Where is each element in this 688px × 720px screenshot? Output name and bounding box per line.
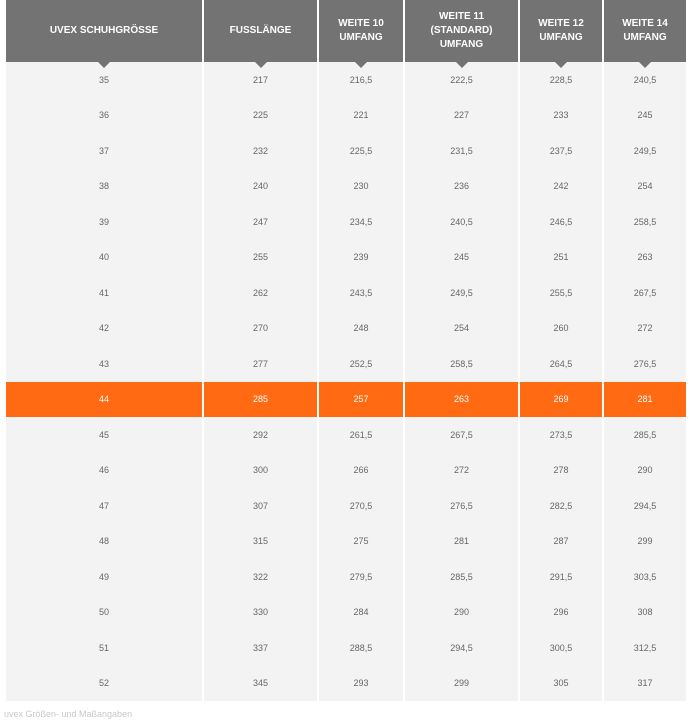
table-header [6,0,686,62]
cell-width-14: 245 [604,98,686,134]
cell-width-12: 251 [520,240,602,276]
cell-foot-length: 285 [204,382,317,418]
cell-width-14: 303,5 [604,559,686,595]
table-row [6,204,686,240]
cell-width-11: 254 [405,311,518,347]
cell-width-12: 287 [520,524,602,560]
header-label-line: WEITE 11 [438,11,484,22]
table-row-highlighted [6,382,686,418]
cell-width-14: 312,5 [604,630,686,666]
cell-width-11: 249,5 [405,275,518,311]
header-width-10 [319,0,403,62]
cell-width-11: 299 [405,666,518,702]
cell-shoe-size: 47 [6,488,202,524]
cell-width-11: 267,5 [405,417,518,453]
cell-foot-length: 255 [204,240,317,276]
table-row [6,169,686,205]
cell-width-11: 231,5 [405,133,518,169]
cell-width-10: 293 [319,666,403,702]
header-width-12 [520,0,602,62]
cell-width-12: 278 [520,453,602,489]
cell-width-10: 284 [319,595,403,631]
table-body [6,62,686,701]
table-row [6,275,686,311]
cell-width-12: 242 [520,169,602,205]
table-row [6,595,686,631]
cell-width-12: 291,5 [520,559,602,595]
cell-width-12: 269 [520,382,602,418]
cell-width-14: 240,5 [604,62,686,98]
cell-width-14: 308 [604,595,686,631]
table-row [6,98,686,134]
cell-width-12: 246,5 [520,204,602,240]
cell-width-11: 272 [405,453,518,489]
table-row [6,346,686,382]
cell-foot-length: 337 [204,630,317,666]
cell-width-14: 317 [604,666,686,702]
cell-foot-length: 270 [204,311,317,347]
cell-width-11: 245 [405,240,518,276]
cell-shoe-size: 44 [6,382,202,418]
cell-width-10: 275 [319,524,403,560]
header-label-line: WEITE 14 [622,18,668,29]
header-label-line: WEITE 12 [538,18,584,29]
cell-width-10: 239 [319,240,403,276]
table-row [6,630,686,666]
cell-shoe-size: 39 [6,204,202,240]
cell-foot-length: 277 [204,346,317,382]
cell-foot-length: 300 [204,453,317,489]
cell-width-11: 240,5 [405,204,518,240]
cell-shoe-size: 40 [6,240,202,276]
cell-width-11: 281 [405,524,518,560]
cell-foot-length: 345 [204,666,317,702]
cell-width-10: 221 [319,98,403,134]
cell-width-12: 305 [520,666,602,702]
header-label-line: WEITE 10 [338,18,384,29]
table-row [6,133,686,169]
cell-shoe-size: 45 [6,417,202,453]
cell-width-10: 252,5 [319,346,403,382]
header-label-line: UVEX SCHUHGRÖSSE [49,25,159,36]
header-shoe-size [6,0,202,62]
cell-shoe-size: 51 [6,630,202,666]
cell-shoe-size: 43 [6,346,202,382]
cell-shoe-size: 48 [6,524,202,560]
cell-width-12: 237,5 [520,133,602,169]
header-label-line: UMFANG [623,32,667,43]
cell-width-10: 270,5 [319,488,403,524]
table-row [6,240,686,276]
cell-width-10: 257 [319,382,403,418]
cell-width-11: 222,5 [405,62,518,98]
cell-width-14: 267,5 [604,275,686,311]
cell-width-12: 296 [520,595,602,631]
cell-width-14: 285,5 [604,417,686,453]
header-width-11 [405,0,518,62]
cell-foot-length: 232 [204,133,317,169]
cell-shoe-size: 50 [6,595,202,631]
header-label-line: UMFANG [439,39,484,50]
cell-width-12: 300,5 [520,630,602,666]
table-row [6,417,686,453]
header-label-line: FUSSLÄNGE [229,25,292,36]
cell-width-14: 290 [604,453,686,489]
cell-shoe-size: 35 [6,62,202,98]
cell-width-12: 260 [520,311,602,347]
cell-width-11: 263 [405,382,518,418]
cell-width-10: 230 [319,169,403,205]
cell-foot-length: 315 [204,524,317,560]
cell-width-11: 258,5 [405,346,518,382]
header-row [6,0,686,62]
header-label-line: UMFANG [339,32,383,43]
cell-width-14: 272 [604,311,686,347]
cell-shoe-size: 38 [6,169,202,205]
cell-foot-length: 240 [204,169,317,205]
cell-width-12: 233 [520,98,602,134]
cell-width-14: 263 [604,240,686,276]
table-row [6,488,686,524]
cell-width-14: 249,5 [604,133,686,169]
cell-width-10: 288,5 [319,630,403,666]
cell-foot-length: 225 [204,98,317,134]
header-label-line: (STANDARD) [430,25,493,36]
cell-width-11: 290 [405,595,518,631]
cell-width-10: 243,5 [319,275,403,311]
cell-width-12: 264,5 [520,346,602,382]
cell-width-14: 258,5 [604,204,686,240]
cell-foot-length: 307 [204,488,317,524]
cell-width-12: 255,5 [520,275,602,311]
header-foot-length [204,0,317,62]
header-width-14 [604,0,686,62]
cell-foot-length: 217 [204,62,317,98]
cell-width-14: 281 [604,382,686,418]
cell-shoe-size: 37 [6,133,202,169]
cell-width-12: 228,5 [520,62,602,98]
cell-width-11: 236 [405,169,518,205]
cell-shoe-size: 49 [6,559,202,595]
cell-width-14: 294,5 [604,488,686,524]
cell-width-10: 261,5 [319,417,403,453]
cell-width-10: 234,5 [319,204,403,240]
cell-width-14: 276,5 [604,346,686,382]
cell-width-11: 227 [405,98,518,134]
cell-width-14: 299 [604,524,686,560]
cell-width-14: 254 [604,169,686,205]
table-row [6,524,686,560]
cell-width-11: 294,5 [405,630,518,666]
cell-width-12: 273,5 [520,417,602,453]
cell-width-10: 225,5 [319,133,403,169]
cell-shoe-size: 41 [6,275,202,311]
table-row [6,666,686,702]
cell-width-11: 285,5 [405,559,518,595]
cell-foot-length: 322 [204,559,317,595]
cell-shoe-size: 46 [6,453,202,489]
table-row [6,559,686,595]
cell-width-12: 282,5 [520,488,602,524]
cell-width-10: 266 [319,453,403,489]
table-row [6,453,686,489]
cell-shoe-size: 36 [6,98,202,134]
size-chart-table [4,0,688,701]
cell-width-11: 276,5 [405,488,518,524]
table-row [6,311,686,347]
cell-foot-length: 262 [204,275,317,311]
cell-shoe-size: 52 [6,666,202,702]
cell-shoe-size: 42 [6,311,202,347]
cell-foot-length: 330 [204,595,317,631]
header-label-line: UMFANG [539,32,583,43]
cell-width-10: 216,5 [319,62,403,98]
cell-width-10: 279,5 [319,559,403,595]
cell-foot-length: 247 [204,204,317,240]
cell-width-10: 248 [319,311,403,347]
table-caption: uvex Größen- und Maßangaben [4,709,133,719]
cell-foot-length: 292 [204,417,317,453]
